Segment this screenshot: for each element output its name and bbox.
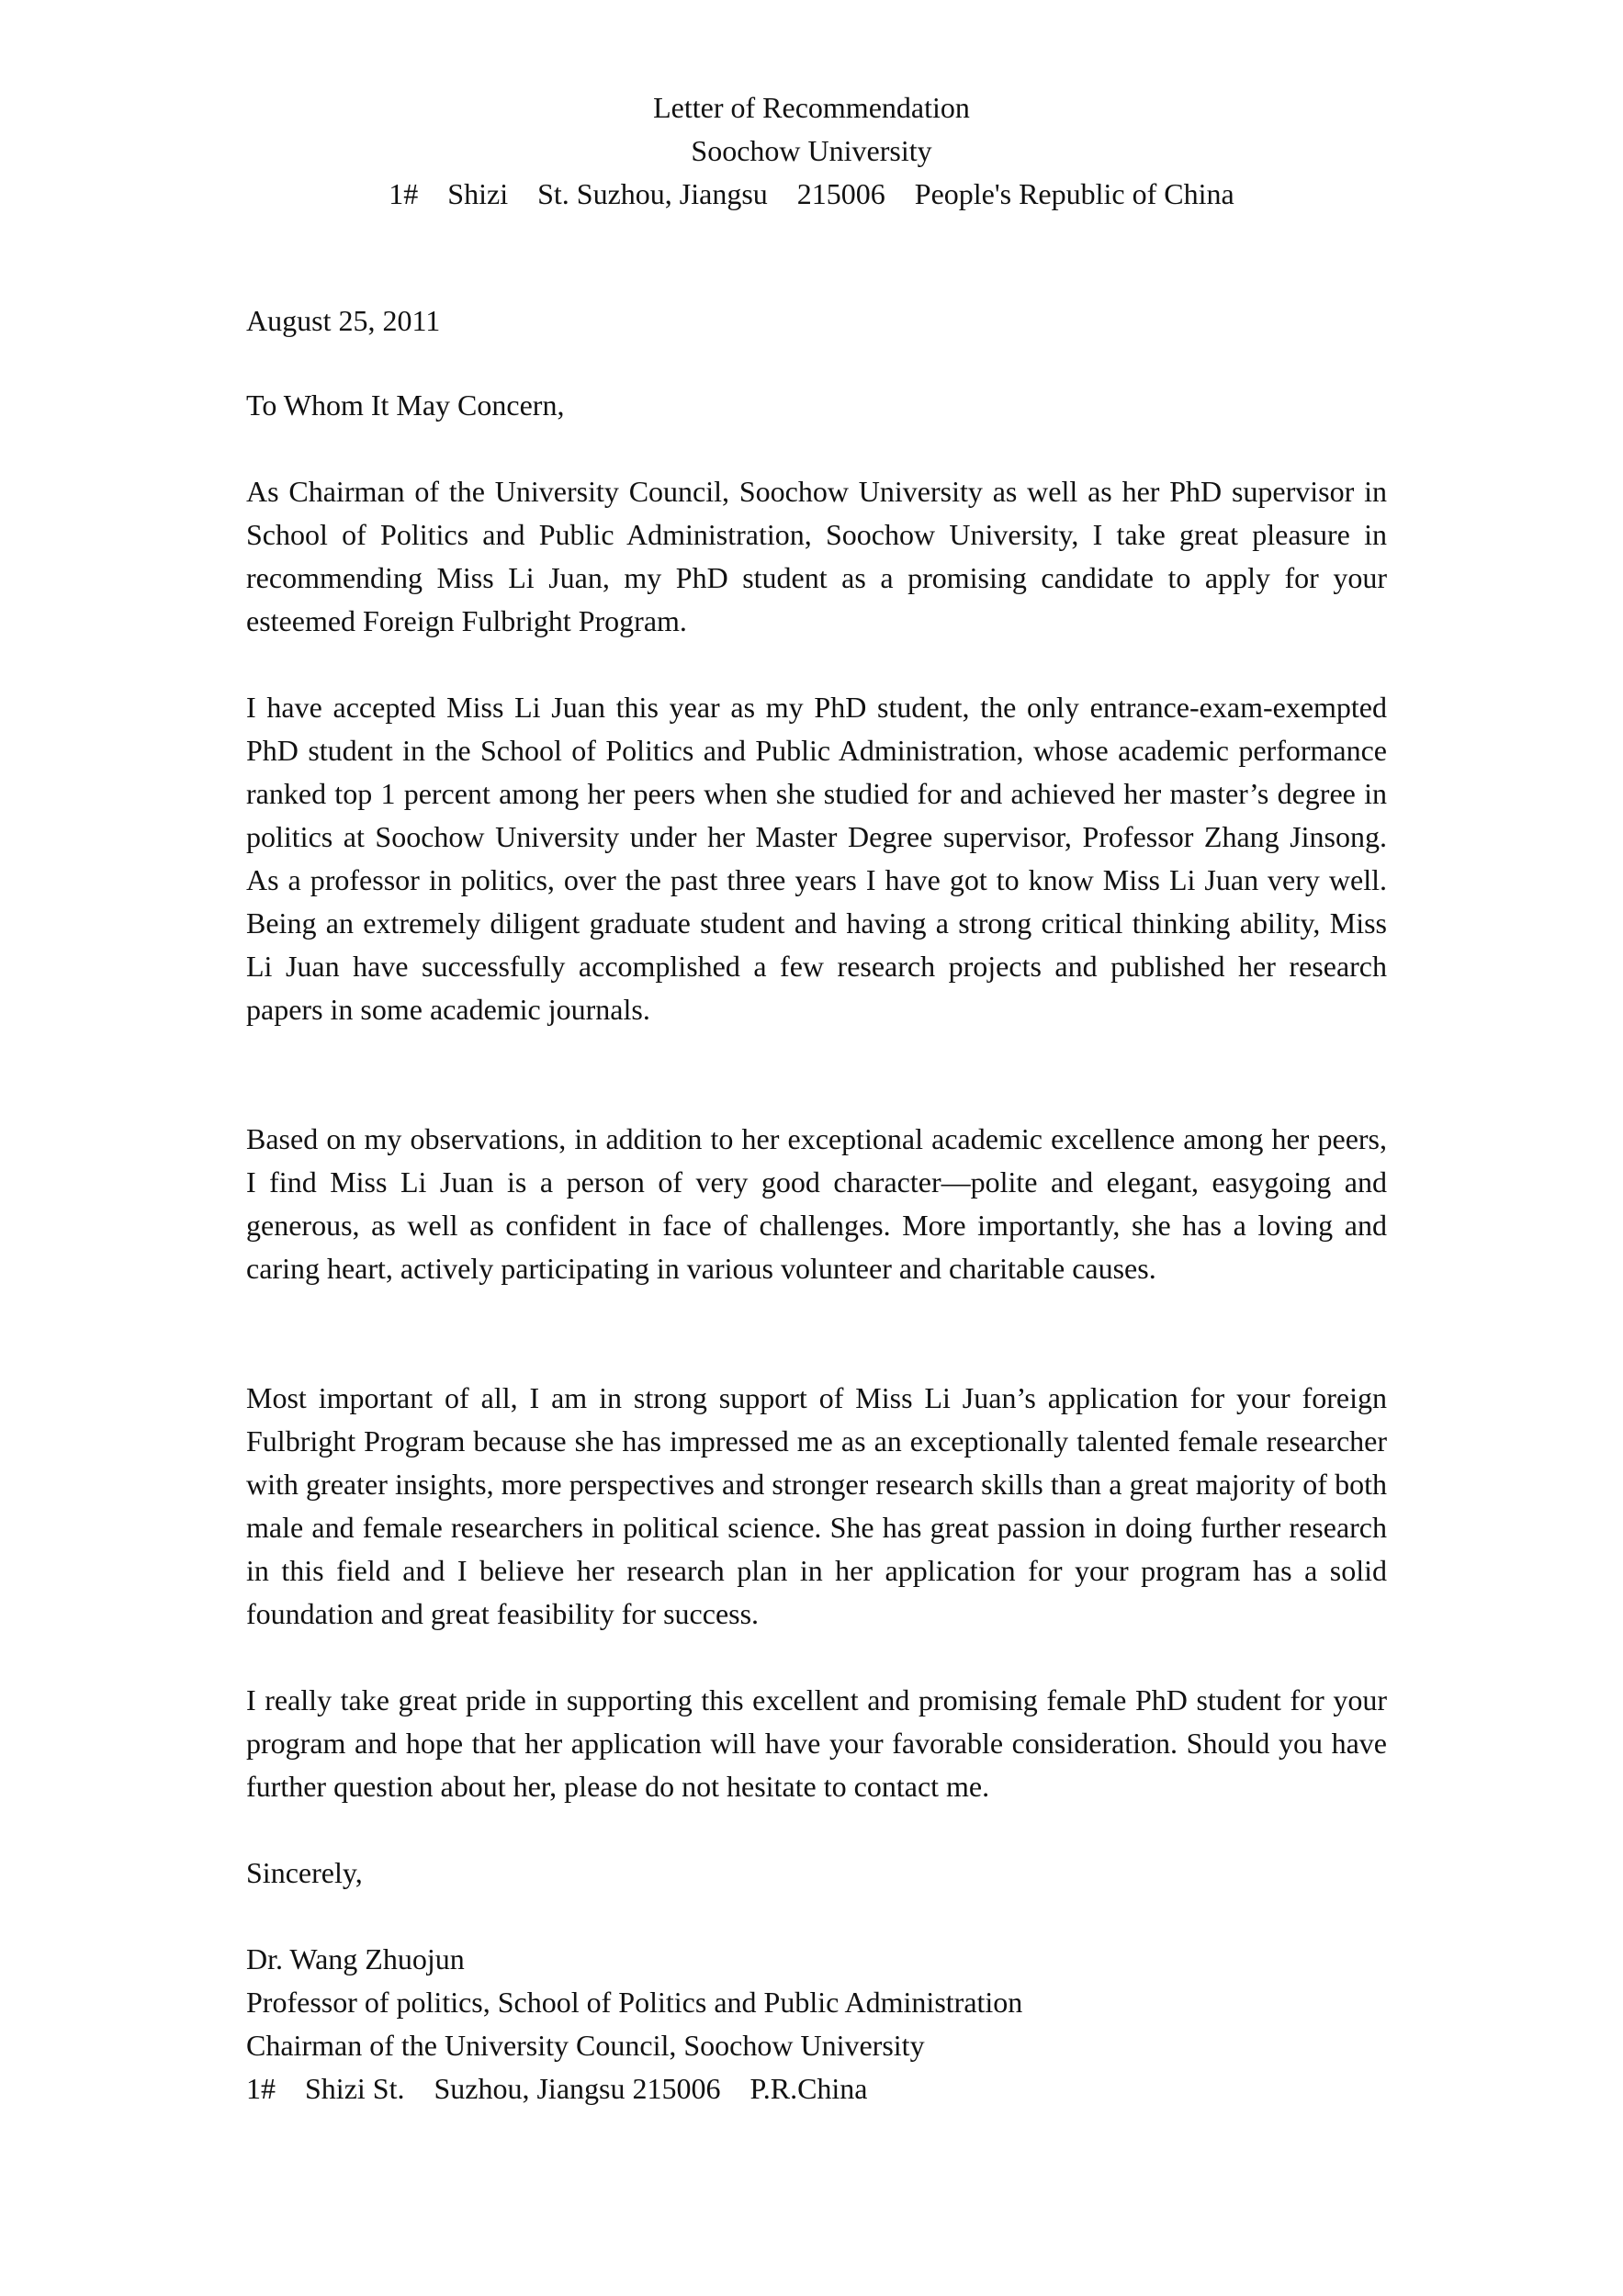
paragraph-2: I have accepted Miss Li Juan this year as my PhD student, the only entrance-exam-exempted PhD student in the School of Politics and Public Administration, whose academic performance ranked top 1 percent among her peers when she studied for and achieved her master’s degree in politics at Soochow University under her Master Degree supervisor, Professor Zhang Jinsong. As a professor in politics, over the past three years I have got to know Miss Li Juan very well. Being an extremely diligent graduate student and having a strong critical thinking ability, Miss Li Juan have successfully accomplished a few research projects and published her research papers in some academic journals. (246, 691, 1387, 1026)
address-number: 1# (389, 177, 419, 210)
institution-name: Soochow University (691, 134, 932, 167)
closing: Sincerely, (246, 1856, 363, 1889)
salutation: To Whom It May Concern, (246, 388, 565, 422)
letterhead (0, 86, 1623, 216)
signatory-title-professor: Professor of politics, School of Politics and Public Administration (246, 1986, 1023, 2019)
signatory-address: 1# Shizi St. Suzhou, Jiangsu 215006 P.R.China (246, 2072, 868, 2105)
signatory-title-chairman: Chairman of the University Council, Soochow University (246, 2029, 925, 2062)
letter-title: Letter of Recommendation (653, 91, 970, 124)
institution-address (0, 173, 1623, 216)
paragraph-4: Most important of all, I am in strong support of Miss Li Juan’s application for your foreign Fulbright Program because she has impressed me as an exceptionally talented female researcher with greater insights, more perspectives and stronger research skills than a great majority of both male and female researchers in political science. She has great passion in doing further research in this field and I believe her research plan in her application for your program has a solid foundation and great feasibility for success. (246, 1381, 1387, 1630)
paragraph-5: I really take great pride in supporting this excellent and promising female PhD student for your program and hope that her application will have your favorable consideration. Should you have further question about her, please do not hesitate to contact me. (246, 1683, 1387, 1803)
address-postcode: 215006 (796, 177, 885, 210)
signatory-name: Dr. Wang Zhuojun (246, 1942, 465, 1975)
address-country: People's Republic of China (914, 177, 1234, 210)
signature-block (246, 1938, 1387, 2110)
letter-date: August 25, 2011 (246, 304, 441, 337)
address-city: St. Suzhou, Jiangsu (537, 177, 768, 210)
paragraph-1: As Chairman of the University Council, Soochow University as well as her PhD supervisor in School of Politics and Public Administration, Soochow University, I take great pleasure in recommending Miss Li Juan, my PhD student as a promising candidate to apply for your esteemed Foreign Fulbright Program. (246, 475, 1387, 637)
address-street-name: Shizi (447, 177, 509, 210)
paragraph-3: Based on my observations, in addition to her exceptional academic excellence among her peers, I find Miss Li Juan is a person of very good character—polite and elegant, easygoing and generous, as well as confident in face of challenges. More importantly, she has a loving and caring heart, actively participating in various volunteer and charitable causes. (246, 1122, 1387, 1285)
